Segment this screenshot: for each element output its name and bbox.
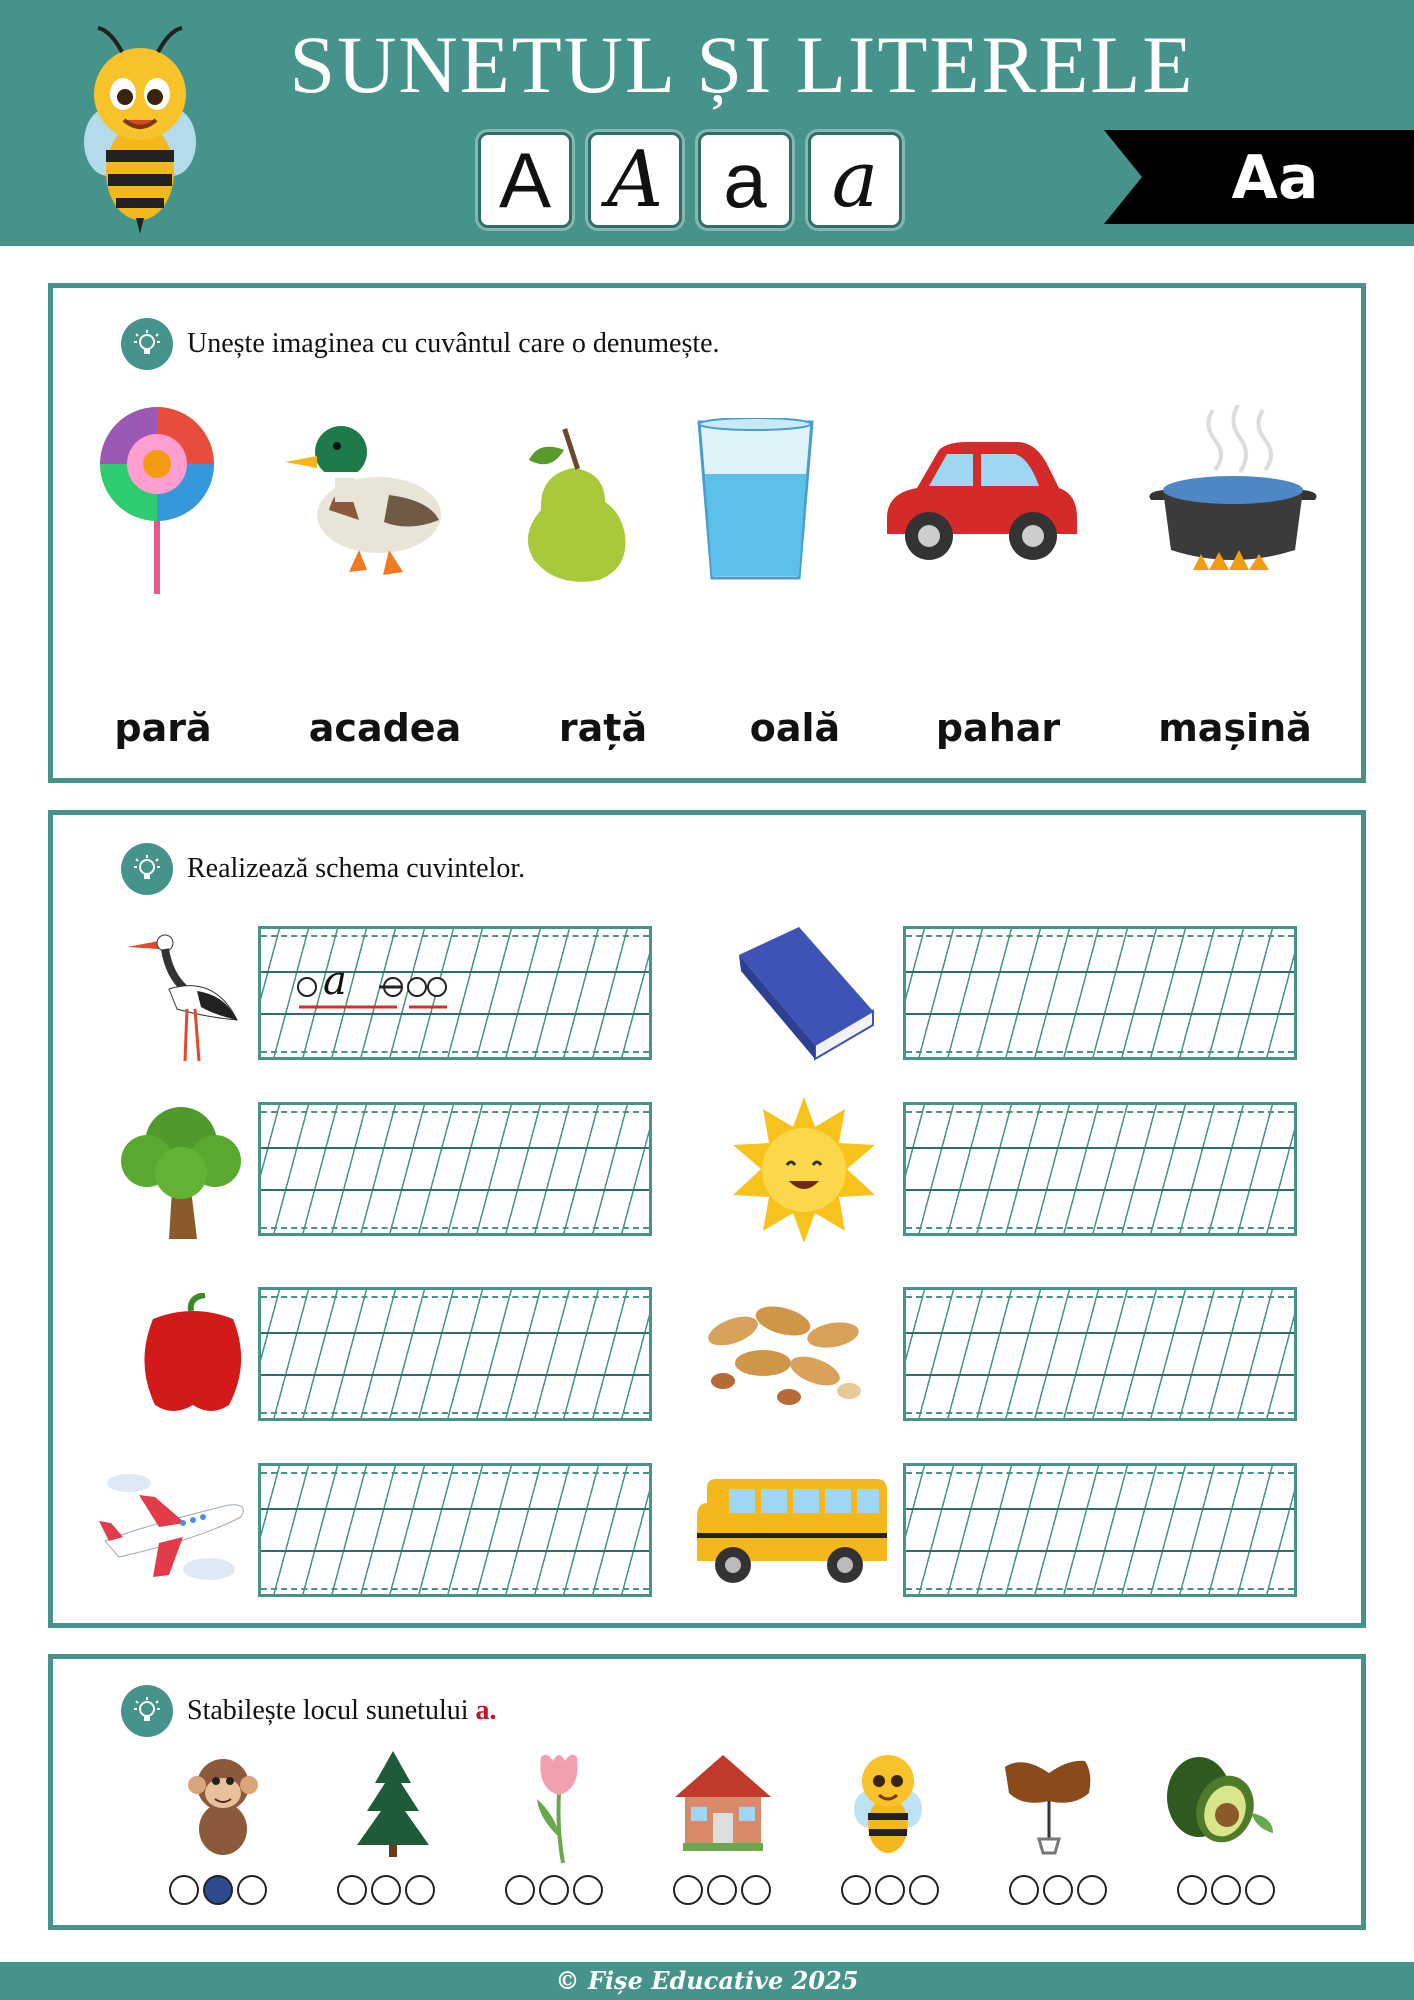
tile-lowercase-print: a xyxy=(698,132,792,228)
sun-icon xyxy=(729,1097,879,1243)
sound-box[interactable] xyxy=(405,1875,435,1905)
instruction-1 xyxy=(121,318,720,370)
header xyxy=(0,0,1414,246)
word-acadea: acadea xyxy=(308,706,462,750)
pear-icon xyxy=(509,420,639,585)
sound-boxes-house xyxy=(673,1875,771,1905)
sound-box[interactable] xyxy=(237,1875,267,1905)
sound-box[interactable] xyxy=(909,1875,939,1905)
writing-lines-airplane xyxy=(258,1463,652,1597)
sound-box[interactable] xyxy=(337,1875,367,1905)
sound-boxes-bee xyxy=(841,1875,939,1905)
sound-box[interactable] xyxy=(573,1875,603,1905)
writing-lines-pepper xyxy=(258,1287,652,1421)
book-icon xyxy=(729,925,879,1065)
copyright-text: © Fișe Educative 2025 xyxy=(555,1966,859,1995)
lightbulb-icon xyxy=(121,843,173,895)
sound-box[interactable] xyxy=(1211,1875,1241,1905)
sound-box[interactable] xyxy=(169,1875,199,1905)
instruction-text: Unește imaginea cu cuvântul care o denumește. xyxy=(187,328,720,359)
lightbulb-icon xyxy=(121,318,173,370)
word-masina: mașină xyxy=(1158,706,1312,750)
word-scheme-section xyxy=(48,810,1366,1628)
tile-uppercase-cursive: A xyxy=(588,132,682,228)
word-rata: rață xyxy=(558,706,648,750)
sound-box[interactable] xyxy=(673,1875,703,1905)
sound-box[interactable] xyxy=(707,1875,737,1905)
writing-lines-bus xyxy=(903,1463,1297,1597)
target-sound: a. xyxy=(475,1695,497,1726)
saddle-icon xyxy=(1003,1753,1093,1863)
sound-box[interactable] xyxy=(1177,1875,1207,1905)
writing-lines-book xyxy=(903,926,1297,1060)
red-car-icon xyxy=(877,438,1081,564)
sound-box[interactable] xyxy=(1043,1875,1073,1905)
bee-icon xyxy=(853,1743,923,1863)
sound-box[interactable] xyxy=(505,1875,535,1905)
fir-tree-icon xyxy=(353,1749,433,1859)
sound-boxes-monkey xyxy=(169,1875,267,1905)
tree-icon xyxy=(117,1093,247,1243)
sound-box[interactable] xyxy=(741,1875,771,1905)
tulip-icon xyxy=(529,1749,589,1865)
lollipop-icon xyxy=(97,406,217,596)
matching-section xyxy=(48,283,1366,783)
red-pepper-icon xyxy=(133,1293,253,1417)
footer xyxy=(0,1962,1414,2000)
banner-label: Aa xyxy=(1231,143,1319,213)
sound-box[interactable] xyxy=(1245,1875,1275,1905)
avocado-icon xyxy=(1163,1753,1275,1849)
cooking-pot-icon xyxy=(1143,400,1323,590)
instruction-text: Realizează schema cuvintelor. xyxy=(187,853,526,884)
word-para: pară xyxy=(114,706,212,750)
house-icon xyxy=(673,1753,773,1853)
sound-box[interactable] xyxy=(841,1875,871,1905)
school-bus-icon xyxy=(693,1477,889,1589)
sound-boxes-avocado xyxy=(1177,1875,1275,1905)
tile-uppercase-print: A xyxy=(478,132,572,228)
sound-boxes-saddle xyxy=(1009,1875,1107,1905)
sound-boxes-fir-tree xyxy=(337,1875,435,1905)
tile-lowercase-cursive: a xyxy=(808,132,902,228)
airplane-icon xyxy=(99,1469,249,1585)
word-pahar: pahar xyxy=(935,706,1061,750)
sound-box-filled[interactable] xyxy=(203,1875,233,1905)
instruction-2 xyxy=(121,843,525,895)
sound-box[interactable] xyxy=(875,1875,905,1905)
instruction-text: Stabilește locul sunetului a. xyxy=(187,1695,497,1726)
writing-lines-sun xyxy=(903,1102,1297,1236)
duck-icon xyxy=(279,410,449,580)
stork-icon xyxy=(125,925,245,1065)
writing-lines-tree xyxy=(258,1102,652,1236)
instruction-3 xyxy=(121,1685,497,1737)
sound-box[interactable] xyxy=(1077,1875,1107,1905)
letter-tiles xyxy=(478,132,902,228)
example-letter: a xyxy=(323,958,347,1004)
page-title: SUNETUL ȘI LITERELE xyxy=(289,19,1195,110)
monkey-icon xyxy=(183,1749,263,1859)
sound-position-section xyxy=(48,1654,1366,1930)
lightbulb-icon xyxy=(121,1685,173,1737)
word-oala: oală xyxy=(749,706,841,750)
sound-box[interactable] xyxy=(539,1875,569,1905)
glass-of-water-icon xyxy=(693,418,818,583)
writing-lines-stork xyxy=(258,926,652,1060)
sound-box[interactable] xyxy=(1009,1875,1039,1905)
example-scheme xyxy=(297,969,447,1017)
sound-boxes-tulip xyxy=(505,1875,603,1905)
peanuts-icon xyxy=(693,1291,873,1415)
sound-box[interactable] xyxy=(371,1875,401,1905)
writing-lines-peanuts xyxy=(903,1287,1297,1421)
